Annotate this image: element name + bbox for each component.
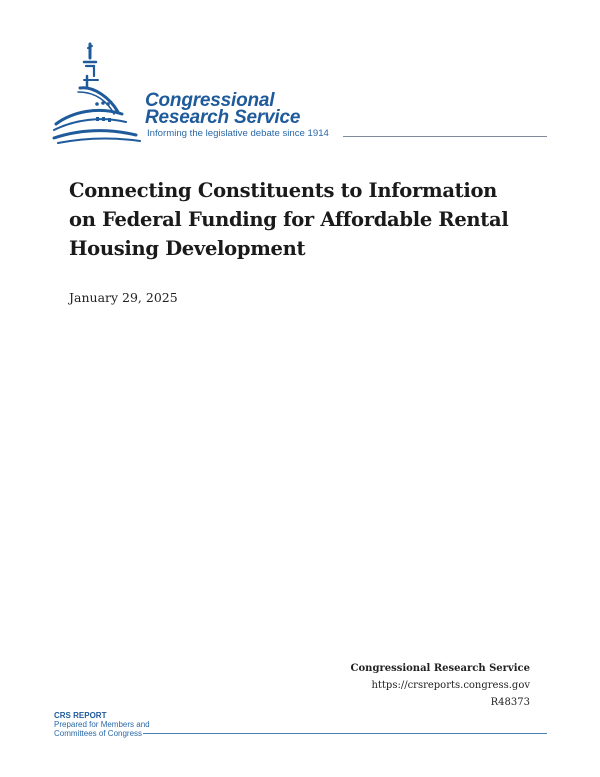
brand-line-2: Research Service (145, 107, 301, 128)
report-title: Connecting Constituents to Information on Federal Funding for Affordable Rental Housing Development (69, 179, 509, 260)
crs-logo (50, 40, 550, 150)
capitol-dome-icon (50, 40, 150, 145)
brand-line-1: Congressional (145, 90, 275, 111)
footer-line-1: Prepared for Members and (54, 720, 150, 729)
footer-label: CRS REPORT (54, 711, 107, 720)
report-url[interactable]: https://crsreports.congress.gov (371, 680, 530, 691)
footer-divider (143, 733, 547, 734)
report-number: R48373 (490, 697, 530, 708)
footer (54, 711, 150, 738)
organization-name: Congressional Research Service (350, 663, 530, 674)
tagline: Informing the legislative debate since 1914 (147, 128, 329, 139)
report-meta (351, 660, 530, 711)
brand-name (145, 92, 300, 126)
report-date: January 29, 2025 (69, 290, 178, 305)
footer-line-2: Committees of Congress (54, 729, 143, 738)
tagline-divider (343, 136, 547, 137)
